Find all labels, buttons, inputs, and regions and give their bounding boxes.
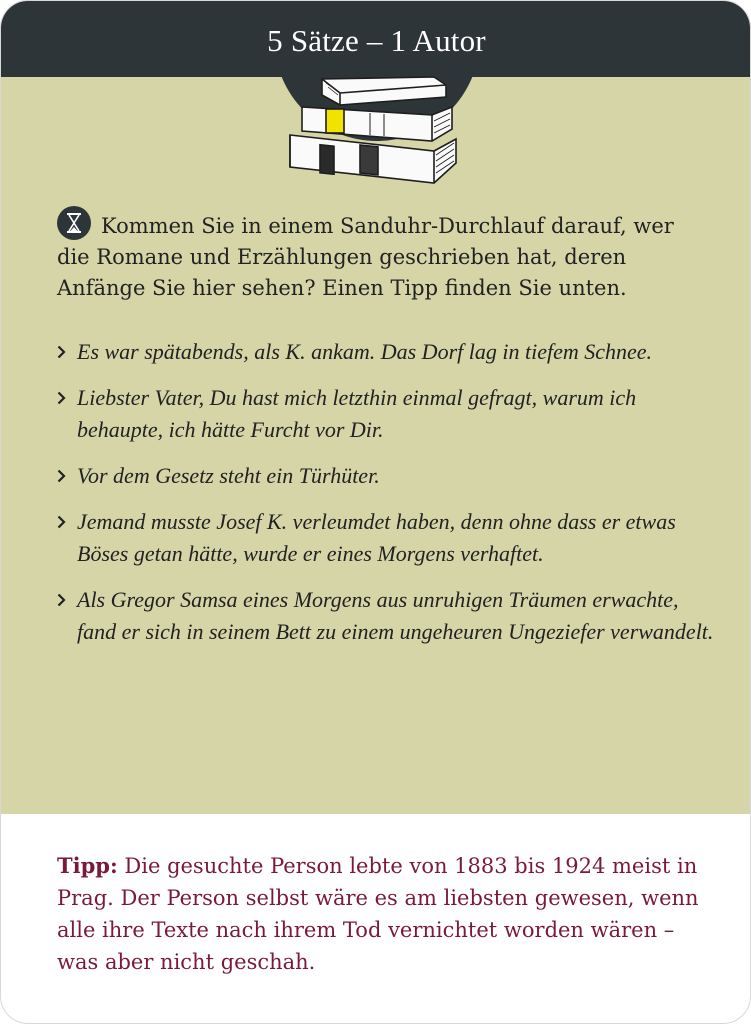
- chevron-right-icon: [57, 345, 66, 359]
- chevron-right-icon: [57, 515, 66, 529]
- list-item: [57, 584, 717, 648]
- quote-list: [57, 336, 717, 662]
- quote-text: Liebster Vater, Du hast mich letzthin einmal gefragt, warum ich behaupte, ich hätte Furcht vor Dir.: [77, 385, 637, 442]
- intro-text: Kommen Sie in einem Sanduhr-Durchlauf darauf, wer die Romane und Erzählungen geschrieben hat, deren Anfänge Sie hier sehen? Einen Tipp finden Sie unten.: [57, 214, 674, 300]
- list-item: [57, 382, 717, 446]
- quote-text: Es war spätabends, als K. ankam. Das Dorf lag in tiefem Schnee.: [77, 339, 653, 364]
- card-title: 5 Sätze – 1 Autor: [267, 23, 486, 58]
- tip-label: Tipp:: [57, 853, 118, 878]
- chevron-right-icon: [57, 391, 66, 405]
- list-item: [57, 336, 717, 368]
- list-item: [57, 460, 717, 492]
- chevron-right-icon: [57, 469, 66, 483]
- quote-text: Jemand musste Josef K. verleumdet haben, denn ohne dass er etwas Böses getan hätte, wurde er eines Morgens verhaftet.: [77, 509, 676, 566]
- tip-block: [57, 850, 707, 978]
- list-item: [57, 506, 717, 570]
- book-stack-illustration: [284, 71, 464, 189]
- quote-text: Vor dem Gesetz steht ein Türhüter.: [77, 463, 380, 488]
- tip-text: Die gesuchte Person lebte von 1883 bis 1924 meist in Prag. Der Person selbst wäre es am liebsten gewesen, wenn alle ihre Texte nach ihrem Tod vernichtet worden wären – was aber nicht geschah.: [57, 854, 699, 974]
- hourglass-icon: [57, 206, 91, 240]
- quote-text: Als Gregor Samsa eines Morgens aus unruhigen Träumen erwachte, fand er sich in seinem Bett zu einem ungeheuren Ungeziefer verwandelt.: [77, 587, 714, 644]
- intro-text-block: [57, 206, 707, 304]
- chevron-right-icon: [57, 593, 66, 607]
